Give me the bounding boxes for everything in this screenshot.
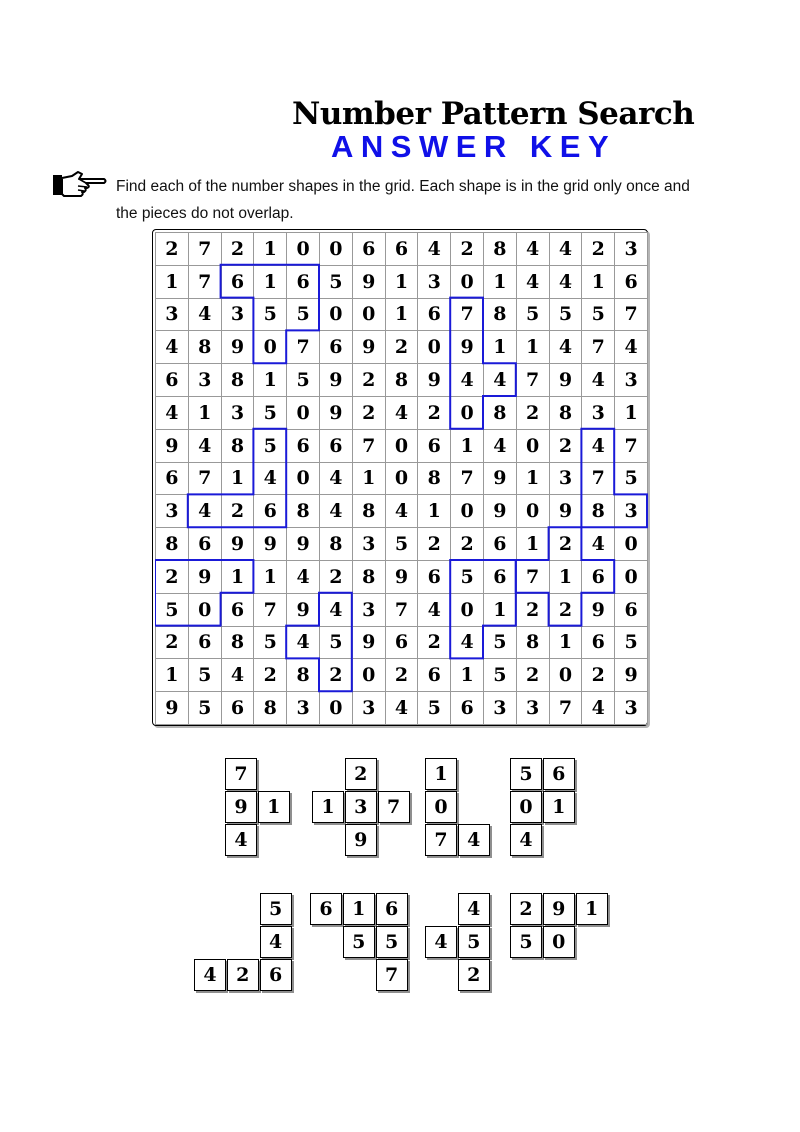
grid-cell: 2 <box>385 330 418 363</box>
grid-cell: 9 <box>319 363 352 396</box>
grid-cell: 3 <box>155 494 188 527</box>
grid-cell: 1 <box>483 593 516 626</box>
shape-cell: 5 <box>458 926 490 958</box>
page-title: Number Pattern Search <box>292 96 695 132</box>
grid-cell: 0 <box>319 298 352 331</box>
grid-cell: 9 <box>319 396 352 429</box>
grid-cell: 6 <box>417 429 450 462</box>
grid-cell: 4 <box>483 429 516 462</box>
grid-cell: 4 <box>450 363 483 396</box>
shape-cell: 9 <box>543 893 575 925</box>
grid-cell: 9 <box>221 330 254 363</box>
grid-cell: 8 <box>221 429 254 462</box>
grid-cell: 2 <box>319 658 352 691</box>
grid-cell: 3 <box>286 691 319 724</box>
grid-cell: 6 <box>188 626 221 659</box>
grid-cell: 2 <box>417 396 450 429</box>
grid-cell: 0 <box>352 298 385 331</box>
grid-cell: 5 <box>483 658 516 691</box>
grid-cell: 8 <box>516 626 549 659</box>
grid-cell: 9 <box>417 363 450 396</box>
grid-cell: 8 <box>483 298 516 331</box>
grid-cell: 2 <box>319 560 352 593</box>
grid-cell: 9 <box>581 593 614 626</box>
shape-cell: 2 <box>227 959 259 991</box>
grid-cell: 0 <box>516 429 549 462</box>
grid-cell: 9 <box>483 462 516 495</box>
grid-cell: 2 <box>352 363 385 396</box>
grid-cell: 3 <box>188 363 221 396</box>
grid-cell: 7 <box>188 232 221 265</box>
grid-cell: 7 <box>253 593 286 626</box>
grid-cell: 4 <box>483 363 516 396</box>
grid-cell: 9 <box>483 494 516 527</box>
grid-cell: 1 <box>516 330 549 363</box>
grid-cell: 0 <box>450 593 483 626</box>
grid-cell: 8 <box>221 626 254 659</box>
shape-cell: 2 <box>458 959 490 991</box>
grid-cell: 4 <box>450 626 483 659</box>
grid-cell: 5 <box>253 396 286 429</box>
instructions <box>116 173 766 227</box>
grid-cell: 1 <box>253 560 286 593</box>
shape-cell: 6 <box>543 758 575 790</box>
grid-cell: 4 <box>385 494 418 527</box>
grid-cell: 1 <box>450 658 483 691</box>
grid-cell: 3 <box>352 527 385 560</box>
grid-cell: 8 <box>352 560 385 593</box>
shape-cell: 6 <box>260 959 292 991</box>
grid-cell: 6 <box>385 626 418 659</box>
grid-cell: 3 <box>352 593 385 626</box>
grid-cell: 2 <box>155 626 188 659</box>
grid-cell: 2 <box>549 593 582 626</box>
grid-cell: 1 <box>188 396 221 429</box>
grid-cell: 1 <box>385 298 418 331</box>
grid-cell: 6 <box>417 560 450 593</box>
shape-cell: 1 <box>258 791 290 823</box>
grid-cell: 4 <box>417 593 450 626</box>
grid-cell: 6 <box>614 593 647 626</box>
grid-cell: 5 <box>253 626 286 659</box>
grid-cell: 6 <box>385 232 418 265</box>
shape-cell: 4 <box>225 824 257 856</box>
grid-cell: 2 <box>549 527 582 560</box>
shape-cell: 0 <box>425 791 457 823</box>
grid-cell: 9 <box>614 658 647 691</box>
grid-cell: 1 <box>352 462 385 495</box>
grid-cell: 3 <box>549 462 582 495</box>
grid-cell: 0 <box>352 658 385 691</box>
shape-cell: 9 <box>225 791 257 823</box>
grid-cell: 1 <box>549 626 582 659</box>
grid-cell: 4 <box>385 691 418 724</box>
grid-cell: 8 <box>417 462 450 495</box>
grid-cell: 0 <box>549 658 582 691</box>
grid-cell: 7 <box>614 298 647 331</box>
grid-cell: 7 <box>450 462 483 495</box>
grid-cell: 2 <box>549 429 582 462</box>
grid-cell: 9 <box>155 429 188 462</box>
grid-cell: 1 <box>155 265 188 298</box>
grid-cell: 8 <box>581 494 614 527</box>
grid-cell: 7 <box>516 363 549 396</box>
grid-cell: 5 <box>253 429 286 462</box>
grid-cell: 9 <box>352 265 385 298</box>
grid-cell: 9 <box>352 626 385 659</box>
grid-cell: 1 <box>385 265 418 298</box>
shape-cell: 1 <box>576 893 608 925</box>
shape-cell: 1 <box>425 758 457 790</box>
grid-cell: 3 <box>614 494 647 527</box>
grid-cell: 6 <box>286 265 319 298</box>
grid-cell: 6 <box>221 593 254 626</box>
shape-cell: 4 <box>194 959 226 991</box>
grid-cell: 0 <box>516 494 549 527</box>
grid-cell: 9 <box>549 494 582 527</box>
grid-cell: 6 <box>450 691 483 724</box>
grid-cell: 6 <box>221 691 254 724</box>
grid-cell: 6 <box>581 626 614 659</box>
grid-cell: 1 <box>221 560 254 593</box>
grid-cell: 6 <box>352 232 385 265</box>
grid-cell: 9 <box>385 560 418 593</box>
grid-cell: 8 <box>286 658 319 691</box>
grid-cell: 3 <box>581 396 614 429</box>
grid-cell: 6 <box>286 429 319 462</box>
grid-cell: 8 <box>385 363 418 396</box>
grid-cell: 5 <box>483 626 516 659</box>
grid-cell: 7 <box>188 265 221 298</box>
grid-cell: 6 <box>319 429 352 462</box>
grid-cell: 3 <box>614 232 647 265</box>
grid-cell: 4 <box>614 330 647 363</box>
grid-cell: 9 <box>450 330 483 363</box>
grid-cell: 6 <box>417 298 450 331</box>
grid-cell: 7 <box>286 330 319 363</box>
grid-cell: 2 <box>385 658 418 691</box>
grid-cell: 5 <box>155 593 188 626</box>
grid-cell: 5 <box>319 626 352 659</box>
grid-cell: 0 <box>450 265 483 298</box>
grid-cell: 0 <box>450 396 483 429</box>
shape-cell: 5 <box>510 926 542 958</box>
grid-cell: 6 <box>221 265 254 298</box>
page-subtitle: ANSWER KEY <box>331 129 617 164</box>
grid-cell: 4 <box>581 527 614 560</box>
grid-cell: 0 <box>188 593 221 626</box>
grid-cell: 9 <box>549 363 582 396</box>
grid-cell: 4 <box>581 691 614 724</box>
instructions-line-2: the pieces do not overlap. <box>116 205 294 222</box>
shape-cell: 7 <box>378 791 410 823</box>
grid-cell: 3 <box>155 298 188 331</box>
grid-cell: 2 <box>417 527 450 560</box>
pointing-hand-icon <box>52 170 108 200</box>
grid-cell: 5 <box>286 298 319 331</box>
grid-cell: 4 <box>319 462 352 495</box>
grid-cell: 5 <box>286 363 319 396</box>
grid-cell: 0 <box>286 396 319 429</box>
grid-cell: 8 <box>188 330 221 363</box>
grid-cell: 2 <box>155 232 188 265</box>
grid-cell: 2 <box>450 232 483 265</box>
grid-cell: 4 <box>221 658 254 691</box>
grid-cell: 3 <box>352 691 385 724</box>
grid-cell: 4 <box>549 232 582 265</box>
grid-cell: 8 <box>155 527 188 560</box>
grid-cell: 1 <box>417 494 450 527</box>
grid-cell: 7 <box>188 462 221 495</box>
grid-cell: 6 <box>253 494 286 527</box>
grid-cell: 0 <box>385 429 418 462</box>
grid-cell: 8 <box>549 396 582 429</box>
grid-cell: 4 <box>516 232 549 265</box>
shape-cell: 4 <box>260 926 292 958</box>
grid-cell: 4 <box>385 396 418 429</box>
grid-cell: 1 <box>483 265 516 298</box>
grid-cell: 1 <box>516 462 549 495</box>
shape-cell: 5 <box>260 893 292 925</box>
grid-cell: 5 <box>188 658 221 691</box>
grid-cell: 2 <box>221 494 254 527</box>
shape-cell: 5 <box>343 926 375 958</box>
grid-cell: 5 <box>450 560 483 593</box>
grid-cell: 4 <box>516 265 549 298</box>
grid-cell: 6 <box>188 527 221 560</box>
shape-cell: 1 <box>312 791 344 823</box>
grid-cell: 6 <box>483 560 516 593</box>
grid-cell: 1 <box>253 232 286 265</box>
grid-cell: 5 <box>188 691 221 724</box>
grid-cell: 3 <box>221 298 254 331</box>
shape-cell: 1 <box>543 791 575 823</box>
grid-cell: 0 <box>319 232 352 265</box>
grid-cell: 4 <box>319 593 352 626</box>
grid-cell: 4 <box>188 494 221 527</box>
grid-cell: 4 <box>417 232 450 265</box>
grid-cell: 2 <box>516 658 549 691</box>
grid-cell: 0 <box>253 330 286 363</box>
grid-cell: 3 <box>614 691 647 724</box>
shape-cell: 9 <box>345 824 377 856</box>
grid-cell: 2 <box>417 626 450 659</box>
grid-cell: 4 <box>581 363 614 396</box>
grid-cell: 1 <box>483 330 516 363</box>
grid-cell: 0 <box>450 494 483 527</box>
grid-cell: 5 <box>417 691 450 724</box>
grid-cell: 1 <box>516 527 549 560</box>
grid-cell: 2 <box>221 232 254 265</box>
grid-cell: 0 <box>385 462 418 495</box>
grid-cell: 2 <box>450 527 483 560</box>
grid-cell: 7 <box>516 560 549 593</box>
grid-cell: 4 <box>549 330 582 363</box>
shape-cell: 7 <box>376 959 408 991</box>
grid-cell: 4 <box>581 429 614 462</box>
grid-cell: 4 <box>253 462 286 495</box>
shape-cell: 7 <box>425 824 457 856</box>
shape-cell: 6 <box>376 893 408 925</box>
grid-cell: 7 <box>581 330 614 363</box>
grid-cell: 4 <box>549 265 582 298</box>
shape-cell: 4 <box>425 926 457 958</box>
shape-cell: 4 <box>458 824 490 856</box>
grid-cell: 4 <box>286 626 319 659</box>
grid-cell: 1 <box>253 265 286 298</box>
grid-cell: 5 <box>581 298 614 331</box>
grid-cell: 0 <box>614 527 647 560</box>
shape-cell: 2 <box>345 758 377 790</box>
grid-cell: 8 <box>253 691 286 724</box>
grid-cell: 8 <box>483 396 516 429</box>
grid-cell: 6 <box>155 363 188 396</box>
grid-cell: 2 <box>352 396 385 429</box>
grid-cell: 4 <box>286 560 319 593</box>
grid-cell: 1 <box>614 396 647 429</box>
grid-cell: 5 <box>319 265 352 298</box>
grid-cell: 7 <box>352 429 385 462</box>
grid-cell: 2 <box>155 560 188 593</box>
grid-cell: 3 <box>614 363 647 396</box>
grid-cell: 8 <box>483 232 516 265</box>
shape-cell: 4 <box>510 824 542 856</box>
grid-cell: 6 <box>581 560 614 593</box>
shape-cell: 2 <box>510 893 542 925</box>
grid-cell: 8 <box>286 494 319 527</box>
grid-cell: 8 <box>319 527 352 560</box>
grid-cell: 9 <box>155 691 188 724</box>
grid-cell: 6 <box>614 265 647 298</box>
shape-cell: 7 <box>225 758 257 790</box>
shape-cell: 0 <box>510 791 542 823</box>
grid-cell: 0 <box>417 330 450 363</box>
grid-cell: 4 <box>188 298 221 331</box>
grid-cell: 7 <box>385 593 418 626</box>
grid-cell: 5 <box>385 527 418 560</box>
grid-cell: 2 <box>581 232 614 265</box>
grid-cell: 3 <box>417 265 450 298</box>
grid-cell: 2 <box>581 658 614 691</box>
grid-cell: 3 <box>483 691 516 724</box>
grid-cell: 0 <box>286 462 319 495</box>
grid-cell: 0 <box>319 691 352 724</box>
grid-cell: 7 <box>450 298 483 331</box>
grid-cell: 1 <box>155 658 188 691</box>
number-grid <box>155 232 648 725</box>
grid-cell: 4 <box>155 330 188 363</box>
grid-cell: 1 <box>221 462 254 495</box>
grid-cell: 1 <box>581 265 614 298</box>
shape-cell: 5 <box>510 758 542 790</box>
grid-cell: 1 <box>549 560 582 593</box>
grid-cell: 6 <box>155 462 188 495</box>
grid-cell: 2 <box>516 396 549 429</box>
grid-cell: 9 <box>286 593 319 626</box>
grid-cell: 1 <box>450 429 483 462</box>
grid-cell: 2 <box>516 593 549 626</box>
grid-cell: 9 <box>221 527 254 560</box>
grid-cell: 9 <box>286 527 319 560</box>
shape-cell: 3 <box>345 791 377 823</box>
grid-cell: 5 <box>614 626 647 659</box>
shape-cell: 1 <box>343 893 375 925</box>
instructions-line-1: Find each of the number shapes in the grid. Each shape is in the grid only once and <box>116 178 690 195</box>
grid-cell: 2 <box>253 658 286 691</box>
grid-cell: 9 <box>352 330 385 363</box>
grid-cell: 3 <box>221 396 254 429</box>
grid-cell: 5 <box>516 298 549 331</box>
grid-cell: 0 <box>614 560 647 593</box>
grid-cell: 4 <box>319 494 352 527</box>
grid-cell: 4 <box>155 396 188 429</box>
grid-cell: 6 <box>319 330 352 363</box>
grid-cell: 8 <box>221 363 254 396</box>
grid-cell: 9 <box>253 527 286 560</box>
grid-cell: 7 <box>581 462 614 495</box>
grid-cell: 5 <box>549 298 582 331</box>
grid-cell: 8 <box>352 494 385 527</box>
grid-cell: 7 <box>614 429 647 462</box>
grid-cell: 5 <box>253 298 286 331</box>
grid-cell: 3 <box>516 691 549 724</box>
shape-cell: 4 <box>458 893 490 925</box>
grid-cell: 7 <box>549 691 582 724</box>
shape-cell: 0 <box>543 926 575 958</box>
grid-cell: 0 <box>286 232 319 265</box>
grid-cell: 9 <box>188 560 221 593</box>
shape-cell: 5 <box>376 926 408 958</box>
grid-cell: 6 <box>483 527 516 560</box>
shape-cell: 6 <box>310 893 342 925</box>
grid-cell: 6 <box>417 658 450 691</box>
grid-cell: 1 <box>253 363 286 396</box>
grid-cell: 5 <box>614 462 647 495</box>
grid-cell: 4 <box>188 429 221 462</box>
